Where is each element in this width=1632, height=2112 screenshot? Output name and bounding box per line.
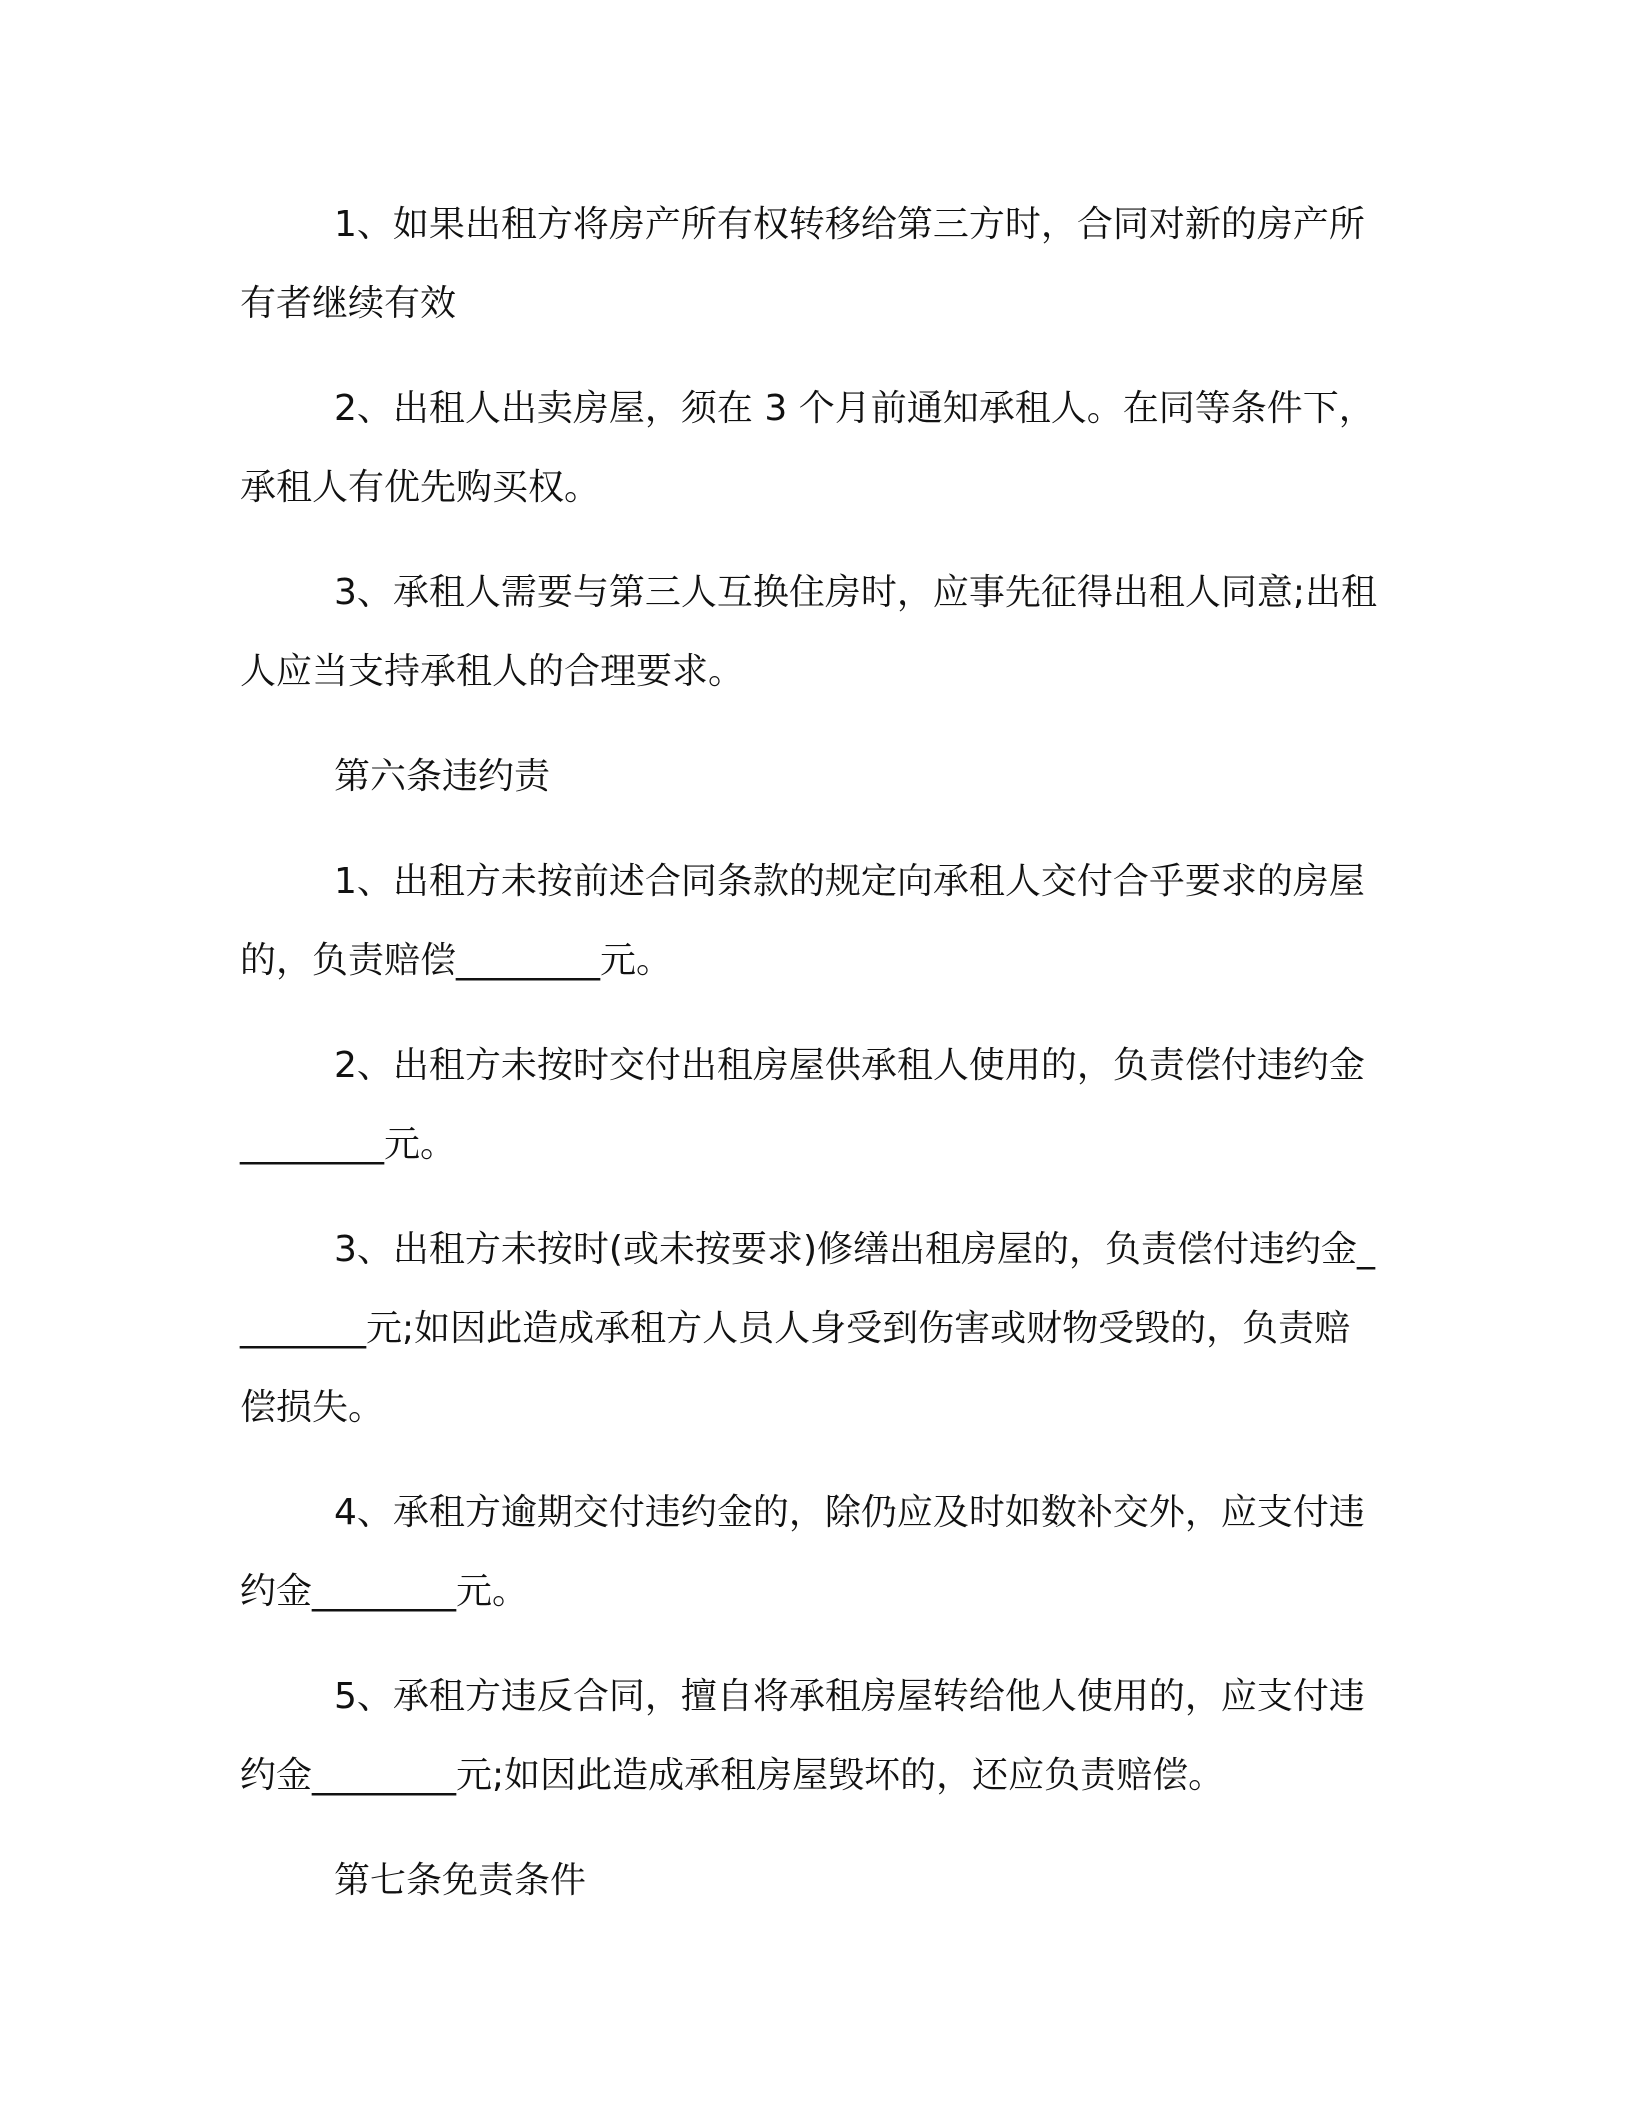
paragraph-liability-5: 5、承租方违反合同，擅自将承租房屋转给他人使用的，应支付违约金________元;如因此造成承租房屋毁坏的，还应负责赔偿。 (240, 1676, 1365, 1796)
paragraph-liability-4: 4、承租方逾期交付违约金的，除仍应及时如数补交外，应支付违约金________元。 (240, 1492, 1365, 1612)
document-body (240, 185, 1380, 1946)
paragraph-housing-exchange: 3、承租人需要与第三人互换住房时，应事先征得出租人同意;出租人应当支持承租人的合理要求。 (240, 572, 1378, 692)
section-heading-article-7: 第七条免责条件 (334, 1860, 587, 1901)
paragraph-transfer-ownership: 1、如果出租方将房产所有权转移给第三方时，合同对新的房产所有者继续有效 (240, 204, 1365, 324)
paragraph-liability-3: 3、出租方未按时(或未按要求)修缮出租房屋的，负责偿付违约金________元;如因此造成承租方人员人身受到伤害或财物受毁的，负责赔偿损失。 (240, 1229, 1375, 1428)
paragraph-sale-notice: 2、出租人出卖房屋，须在 3 个月前通知承租人。在同等条件下，承租人有优先购买权。 (240, 388, 1375, 508)
section-heading-article-6: 第六条违约责 (334, 756, 551, 797)
paragraph-liability-2: 2、出租方未按时交付出租房屋供承租人使用的，负责偿付违约金________元。 (240, 1045, 1365, 1165)
paragraph-liability-1: 1、出租方未按前述合同条款的规定向承租人交付合乎要求的房屋的，负责赔偿________元。 (240, 861, 1365, 981)
